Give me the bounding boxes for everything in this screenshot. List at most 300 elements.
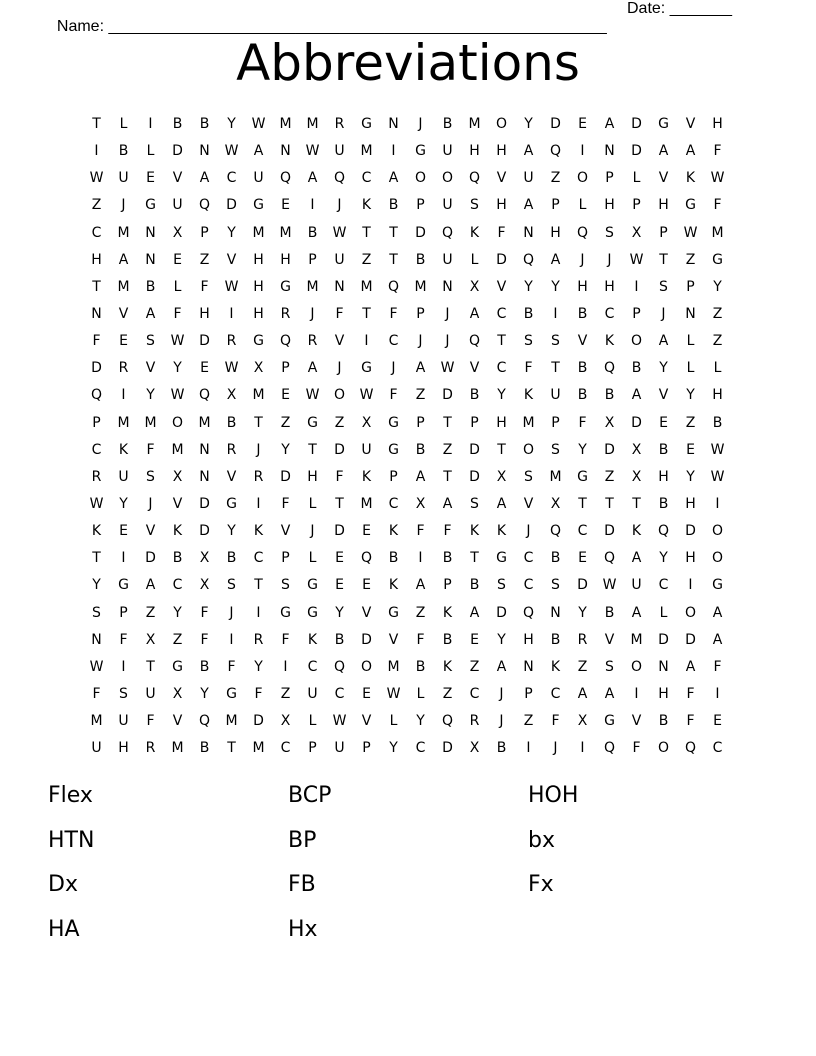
- grid-letter[interactable]: V: [523, 495, 534, 512]
- grid-letter[interactable]: F: [335, 468, 344, 485]
- grid-letter[interactable]: M: [306, 116, 319, 132]
- grid-letter[interactable]: Y: [578, 441, 587, 458]
- grid-letter[interactable]: E: [281, 197, 290, 214]
- grid-letter[interactable]: M: [198, 414, 211, 431]
- grid-letter[interactable]: F: [713, 197, 722, 214]
- grid-letter[interactable]: C: [496, 360, 507, 377]
- grid-letter[interactable]: I: [688, 577, 693, 594]
- grid-letter[interactable]: V: [361, 713, 372, 730]
- grid-letter[interactable]: T: [605, 495, 614, 512]
- grid-letter[interactable]: L: [632, 170, 641, 187]
- grid-letter[interactable]: Y: [173, 360, 182, 377]
- grid-letter[interactable]: G: [253, 333, 264, 350]
- grid-letter[interactable]: C: [91, 224, 102, 241]
- grid-letter[interactable]: Y: [389, 740, 398, 757]
- grid-letter[interactable]: G: [253, 197, 264, 214]
- grid-letter[interactable]: M: [711, 224, 724, 241]
- grid-letter[interactable]: R: [226, 441, 237, 458]
- grid-letter[interactable]: K: [523, 387, 534, 404]
- grid-letter[interactable]: Z: [685, 251, 696, 268]
- grid-letter[interactable]: G: [361, 116, 372, 132]
- grid-letter[interactable]: A: [118, 251, 129, 268]
- grid-letter[interactable]: V: [496, 170, 507, 187]
- grid-letter[interactable]: B: [415, 251, 426, 268]
- grid-letter[interactable]: U: [550, 387, 561, 404]
- grid-letter[interactable]: X: [280, 713, 291, 730]
- grid-letter[interactable]: S: [92, 604, 101, 621]
- grid-letter[interactable]: T: [92, 550, 101, 567]
- grid-letter[interactable]: O: [657, 740, 670, 757]
- grid-letter[interactable]: S: [605, 658, 614, 675]
- grid-letter[interactable]: F: [551, 713, 560, 730]
- grid-letter[interactable]: D: [550, 116, 561, 132]
- grid-letter[interactable]: B: [145, 278, 156, 295]
- grid-letter[interactable]: H: [712, 116, 723, 132]
- grid-letter[interactable]: J: [337, 197, 342, 214]
- grid-letter[interactable]: H: [469, 143, 480, 160]
- grid-letter[interactable]: D: [604, 523, 615, 540]
- grid-letter[interactable]: Y: [713, 278, 722, 295]
- grid-letter[interactable]: T: [578, 495, 587, 512]
- grid-letter[interactable]: F: [92, 333, 101, 350]
- grid-letter[interactable]: D: [226, 197, 237, 214]
- grid-letter[interactable]: C: [523, 550, 534, 567]
- grid-letter[interactable]: D: [199, 333, 210, 350]
- grid-letter[interactable]: K: [388, 523, 399, 540]
- grid-letter[interactable]: M: [360, 495, 373, 512]
- grid-letter[interactable]: X: [199, 550, 210, 567]
- grid-letter[interactable]: K: [118, 441, 129, 458]
- grid-letter[interactable]: V: [226, 468, 237, 485]
- grid-letter[interactable]: P: [551, 197, 560, 214]
- grid-letter[interactable]: W: [89, 495, 104, 512]
- grid-letter[interactable]: A: [523, 143, 534, 160]
- grid-letter[interactable]: C: [604, 305, 615, 322]
- grid-letter[interactable]: O: [630, 333, 643, 350]
- grid-letter[interactable]: A: [388, 170, 399, 187]
- grid-letter[interactable]: T: [254, 414, 263, 431]
- grid-letter[interactable]: A: [469, 604, 480, 621]
- grid-letter[interactable]: S: [227, 577, 236, 594]
- grid-letter[interactable]: E: [146, 170, 155, 187]
- grid-letter[interactable]: F: [281, 631, 290, 648]
- grid-letter[interactable]: A: [523, 197, 534, 214]
- grid-letter[interactable]: B: [415, 441, 426, 458]
- grid-letter[interactable]: H: [550, 224, 561, 241]
- grid-letter[interactable]: E: [713, 713, 722, 730]
- grid-letter[interactable]: X: [145, 631, 156, 648]
- grid-letter[interactable]: A: [577, 685, 588, 702]
- grid-letter[interactable]: J: [418, 116, 423, 132]
- grid-letter[interactable]: W: [251, 116, 266, 132]
- grid-letter[interactable]: Y: [659, 550, 668, 567]
- grid-letter[interactable]: Q: [657, 523, 670, 540]
- grid-letter[interactable]: R: [253, 468, 264, 485]
- grid-letter[interactable]: D: [145, 550, 156, 567]
- grid-letter[interactable]: G: [712, 577, 723, 594]
- grid-letter[interactable]: N: [550, 604, 561, 621]
- grid-letter[interactable]: N: [145, 224, 156, 241]
- grid-letter[interactable]: K: [361, 197, 372, 214]
- grid-letter[interactable]: H: [91, 251, 102, 268]
- grid-letter[interactable]: B: [199, 740, 210, 757]
- grid-letter[interactable]: P: [659, 224, 668, 241]
- grid-letter[interactable]: Q: [576, 224, 589, 241]
- grid-letter[interactable]: J: [580, 251, 585, 268]
- grid-letter[interactable]: G: [226, 685, 237, 702]
- grid-letter[interactable]: T: [551, 360, 560, 377]
- grid-letter[interactable]: P: [308, 251, 317, 268]
- grid-letter[interactable]: B: [307, 224, 318, 241]
- grid-letter[interactable]: Q: [522, 604, 535, 621]
- grid-letter[interactable]: H: [712, 387, 723, 404]
- grid-letter[interactable]: B: [226, 414, 237, 431]
- grid-letter[interactable]: Y: [92, 577, 101, 594]
- grid-letter[interactable]: O: [711, 523, 724, 540]
- grid-letter[interactable]: U: [334, 143, 345, 160]
- grid-letter[interactable]: A: [631, 604, 642, 621]
- grid-letter[interactable]: P: [281, 550, 290, 567]
- grid-letter[interactable]: A: [496, 495, 507, 512]
- grid-letter[interactable]: H: [523, 631, 534, 648]
- grid-letter[interactable]: M: [171, 740, 184, 757]
- grid-letter[interactable]: G: [307, 604, 318, 621]
- grid-letter[interactable]: Q: [549, 143, 562, 160]
- grid-letter[interactable]: R: [226, 333, 237, 350]
- grid-letter[interactable]: M: [549, 468, 562, 485]
- grid-letter[interactable]: N: [658, 658, 669, 675]
- grid-letter[interactable]: R: [307, 333, 318, 350]
- grid-letter[interactable]: L: [416, 685, 425, 702]
- grid-letter[interactable]: R: [577, 631, 588, 648]
- grid-letter[interactable]: U: [172, 197, 183, 214]
- grid-letter[interactable]: W: [332, 713, 347, 730]
- grid-letter[interactable]: U: [91, 740, 102, 757]
- grid-letter[interactable]: M: [279, 116, 292, 132]
- grid-letter[interactable]: B: [469, 577, 480, 594]
- grid-letter[interactable]: B: [415, 658, 426, 675]
- grid-letter[interactable]: U: [442, 197, 453, 214]
- grid-letter[interactable]: Z: [604, 468, 615, 485]
- grid-letter[interactable]: A: [685, 658, 696, 675]
- grid-letter[interactable]: F: [713, 658, 722, 675]
- grid-letter[interactable]: Q: [684, 740, 697, 757]
- grid-letter[interactable]: Y: [173, 604, 182, 621]
- grid-letter[interactable]: P: [281, 360, 290, 377]
- grid-letter[interactable]: F: [146, 441, 155, 458]
- grid-letter[interactable]: N: [523, 658, 534, 675]
- grid-letter[interactable]: K: [307, 631, 318, 648]
- grid-letter[interactable]: T: [443, 468, 452, 485]
- grid-letter[interactable]: C: [361, 170, 372, 187]
- grid-letter[interactable]: B: [334, 631, 345, 648]
- grid-letter[interactable]: Y: [200, 685, 209, 702]
- grid-letter[interactable]: H: [496, 143, 507, 160]
- grid-letter[interactable]: H: [658, 685, 669, 702]
- grid-letter[interactable]: V: [172, 495, 183, 512]
- grid-letter[interactable]: W: [359, 387, 374, 404]
- grid-letter[interactable]: S: [524, 333, 533, 350]
- grid-letter[interactable]: B: [442, 631, 453, 648]
- grid-letter[interactable]: W: [710, 441, 725, 458]
- grid-letter[interactable]: G: [685, 197, 696, 214]
- grid-letter[interactable]: X: [496, 468, 507, 485]
- grid-letter[interactable]: K: [631, 523, 642, 540]
- grid-letter[interactable]: U: [442, 143, 453, 160]
- grid-letter[interactable]: B: [658, 713, 669, 730]
- grid-letter[interactable]: I: [310, 197, 315, 214]
- grid-letter[interactable]: X: [577, 713, 588, 730]
- grid-letter[interactable]: B: [172, 116, 183, 132]
- grid-letter[interactable]: A: [253, 143, 264, 160]
- grid-letter[interactable]: M: [279, 224, 292, 241]
- grid-letter[interactable]: E: [362, 523, 371, 540]
- grid-letter[interactable]: W: [170, 333, 185, 350]
- grid-letter[interactable]: X: [172, 224, 183, 241]
- grid-letter[interactable]: A: [145, 577, 156, 594]
- grid-letter[interactable]: Q: [198, 387, 211, 404]
- grid-letter[interactable]: D: [253, 713, 264, 730]
- grid-letter[interactable]: F: [578, 414, 587, 431]
- grid-letter[interactable]: G: [577, 468, 588, 485]
- grid-letter[interactable]: K: [604, 333, 615, 350]
- grid-letter[interactable]: S: [605, 224, 614, 241]
- grid-letter[interactable]: H: [604, 197, 615, 214]
- grid-letter[interactable]: K: [172, 523, 183, 540]
- grid-letter[interactable]: V: [496, 278, 507, 295]
- grid-letter[interactable]: H: [253, 305, 264, 322]
- grid-letter[interactable]: F: [335, 305, 344, 322]
- grid-letter[interactable]: I: [229, 631, 234, 648]
- grid-letter[interactable]: Q: [387, 278, 400, 295]
- grid-letter[interactable]: B: [577, 360, 588, 377]
- grid-letter[interactable]: U: [442, 251, 453, 268]
- grid-letter[interactable]: H: [658, 468, 669, 485]
- grid-letter[interactable]: S: [524, 468, 533, 485]
- grid-letter[interactable]: T: [389, 224, 398, 241]
- grid-letter[interactable]: B: [199, 658, 210, 675]
- grid-letter[interactable]: T: [497, 333, 506, 350]
- grid-letter[interactable]: W: [305, 143, 320, 160]
- grid-letter[interactable]: Q: [468, 333, 481, 350]
- grid-letter[interactable]: Q: [279, 170, 292, 187]
- grid-letter[interactable]: B: [469, 387, 480, 404]
- grid-letter[interactable]: M: [468, 116, 481, 132]
- grid-letter[interactable]: T: [362, 305, 371, 322]
- grid-letter[interactable]: U: [334, 740, 345, 757]
- grid-letter[interactable]: I: [715, 495, 720, 512]
- grid-letter[interactable]: I: [94, 143, 99, 160]
- grid-letter[interactable]: Q: [522, 251, 535, 268]
- grid-letter[interactable]: M: [252, 224, 265, 241]
- grid-letter[interactable]: Y: [281, 441, 290, 458]
- grid-letter[interactable]: V: [685, 116, 696, 132]
- grid-letter[interactable]: F: [200, 631, 209, 648]
- grid-letter[interactable]: D: [361, 631, 372, 648]
- grid-letter[interactable]: D: [469, 468, 480, 485]
- grid-letter[interactable]: S: [659, 278, 668, 295]
- grid-letter[interactable]: B: [172, 550, 183, 567]
- grid-letter[interactable]: P: [443, 577, 452, 594]
- grid-letter[interactable]: F: [254, 685, 263, 702]
- grid-letter[interactable]: E: [200, 360, 209, 377]
- grid-letter[interactable]: L: [578, 197, 587, 214]
- grid-letter[interactable]: L: [308, 713, 317, 730]
- grid-letter[interactable]: L: [308, 495, 317, 512]
- grid-letter[interactable]: X: [631, 468, 642, 485]
- grid-letter[interactable]: S: [497, 577, 506, 594]
- grid-letter[interactable]: Y: [416, 713, 425, 730]
- grid-letter[interactable]: X: [631, 224, 642, 241]
- grid-letter[interactable]: S: [146, 468, 155, 485]
- grid-letter[interactable]: K: [442, 658, 453, 675]
- grid-letter[interactable]: M: [630, 631, 643, 648]
- grid-letter[interactable]: Z: [469, 658, 480, 675]
- grid-letter[interactable]: W: [170, 387, 185, 404]
- grid-letter[interactable]: J: [256, 441, 261, 458]
- grid-letter[interactable]: C: [658, 577, 669, 594]
- grid-letter[interactable]: I: [148, 116, 153, 132]
- grid-letter[interactable]: G: [604, 713, 615, 730]
- grid-letter[interactable]: C: [388, 333, 399, 350]
- grid-letter[interactable]: A: [604, 685, 615, 702]
- grid-letter[interactable]: M: [387, 658, 400, 675]
- grid-letter[interactable]: D: [658, 631, 669, 648]
- grid-letter[interactable]: J: [445, 305, 450, 322]
- grid-letter[interactable]: D: [280, 468, 291, 485]
- grid-letter[interactable]: E: [335, 550, 344, 567]
- grid-letter[interactable]: T: [443, 414, 452, 431]
- grid-letter[interactable]: A: [658, 333, 669, 350]
- grid-letter[interactable]: G: [172, 658, 183, 675]
- grid-letter[interactable]: U: [631, 577, 642, 594]
- grid-letter[interactable]: P: [632, 197, 641, 214]
- grid-letter[interactable]: U: [118, 713, 129, 730]
- grid-letter[interactable]: J: [310, 523, 315, 540]
- grid-letter[interactable]: P: [551, 414, 560, 431]
- grid-letter[interactable]: A: [658, 143, 669, 160]
- grid-letter[interactable]: G: [226, 495, 237, 512]
- grid-letter[interactable]: Z: [523, 713, 534, 730]
- grid-letter[interactable]: Y: [227, 224, 236, 241]
- grid-letter[interactable]: R: [334, 116, 345, 132]
- grid-letter[interactable]: P: [362, 740, 371, 757]
- grid-letter[interactable]: W: [305, 387, 320, 404]
- grid-letter[interactable]: X: [199, 577, 210, 594]
- grid-letter[interactable]: G: [118, 577, 129, 594]
- grid-letter[interactable]: L: [308, 550, 317, 567]
- grid-letter[interactable]: N: [199, 143, 210, 160]
- grid-letter[interactable]: F: [92, 685, 101, 702]
- grid-letter[interactable]: W: [89, 658, 104, 675]
- grid-letter[interactable]: B: [631, 360, 642, 377]
- date-field[interactable]: Date: _______: [627, 0, 732, 17]
- grid-letter[interactable]: Q: [360, 550, 373, 567]
- grid-letter[interactable]: W: [224, 360, 239, 377]
- grid-letter[interactable]: G: [361, 360, 372, 377]
- grid-letter[interactable]: U: [523, 170, 534, 187]
- grid-letter[interactable]: K: [496, 523, 507, 540]
- grid-letter[interactable]: H: [685, 495, 696, 512]
- grid-letter[interactable]: V: [280, 523, 291, 540]
- grid-letter[interactable]: P: [632, 305, 641, 322]
- grid-letter[interactable]: A: [496, 658, 507, 675]
- grid-letter[interactable]: Q: [468, 170, 481, 187]
- grid-letter[interactable]: P: [389, 468, 398, 485]
- grid-letter[interactable]: Z: [712, 333, 723, 350]
- grid-letter[interactable]: Z: [172, 631, 183, 648]
- grid-letter[interactable]: M: [360, 143, 373, 160]
- grid-letter[interactable]: K: [361, 468, 372, 485]
- grid-letter[interactable]: I: [256, 495, 261, 512]
- grid-letter[interactable]: B: [199, 116, 210, 132]
- grid-letter[interactable]: G: [388, 604, 399, 621]
- grid-letter[interactable]: X: [226, 387, 237, 404]
- grid-letter[interactable]: A: [442, 495, 453, 512]
- grid-letter[interactable]: E: [281, 387, 290, 404]
- grid-letter[interactable]: A: [307, 360, 318, 377]
- grid-letter[interactable]: X: [172, 685, 183, 702]
- grid-letter[interactable]: U: [118, 468, 129, 485]
- grid-letter[interactable]: P: [524, 685, 533, 702]
- grid-letter[interactable]: Z: [550, 170, 561, 187]
- grid-letter[interactable]: D: [685, 631, 696, 648]
- grid-letter[interactable]: I: [580, 740, 585, 757]
- grid-letter[interactable]: E: [119, 333, 128, 350]
- grid-letter[interactable]: S: [551, 441, 560, 458]
- grid-letter[interactable]: X: [550, 495, 561, 512]
- grid-letter[interactable]: A: [415, 360, 426, 377]
- grid-letter[interactable]: S: [281, 577, 290, 594]
- grid-letter[interactable]: Y: [524, 278, 533, 295]
- grid-letter[interactable]: J: [499, 685, 504, 702]
- grid-letter[interactable]: W: [332, 224, 347, 241]
- grid-letter[interactable]: J: [310, 305, 315, 322]
- grid-letter[interactable]: I: [391, 143, 396, 160]
- grid-letter[interactable]: S: [470, 495, 479, 512]
- grid-letter[interactable]: W: [629, 251, 644, 268]
- grid-letter[interactable]: P: [200, 224, 209, 241]
- grid-letter[interactable]: C: [280, 740, 291, 757]
- grid-letter[interactable]: H: [253, 251, 264, 268]
- grid-letter[interactable]: C: [307, 658, 318, 675]
- grid-letter[interactable]: V: [658, 387, 669, 404]
- grid-letter[interactable]: C: [334, 685, 345, 702]
- grid-letter[interactable]: R: [469, 713, 480, 730]
- grid-letter[interactable]: V: [388, 631, 399, 648]
- grid-letter[interactable]: Q: [549, 523, 562, 540]
- grid-letter[interactable]: Y: [254, 658, 263, 675]
- grid-letter[interactable]: C: [172, 577, 183, 594]
- grid-letter[interactable]: B: [658, 441, 669, 458]
- grid-letter[interactable]: M: [225, 713, 238, 730]
- grid-letter[interactable]: B: [496, 740, 507, 757]
- grid-letter[interactable]: V: [172, 713, 183, 730]
- grid-letter[interactable]: M: [252, 740, 265, 757]
- grid-letter[interactable]: F: [416, 631, 425, 648]
- grid-letter[interactable]: A: [631, 550, 642, 567]
- grid-letter[interactable]: A: [604, 116, 615, 132]
- grid-letter[interactable]: J: [553, 740, 558, 757]
- grid-letter[interactable]: P: [605, 170, 614, 187]
- grid-letter[interactable]: Q: [198, 197, 211, 214]
- grid-letter[interactable]: Z: [577, 658, 588, 675]
- grid-letter[interactable]: B: [442, 550, 453, 567]
- grid-letter[interactable]: H: [280, 251, 291, 268]
- grid-letter[interactable]: D: [631, 414, 642, 431]
- grid-letter[interactable]: P: [308, 740, 317, 757]
- grid-letter[interactable]: V: [334, 333, 345, 350]
